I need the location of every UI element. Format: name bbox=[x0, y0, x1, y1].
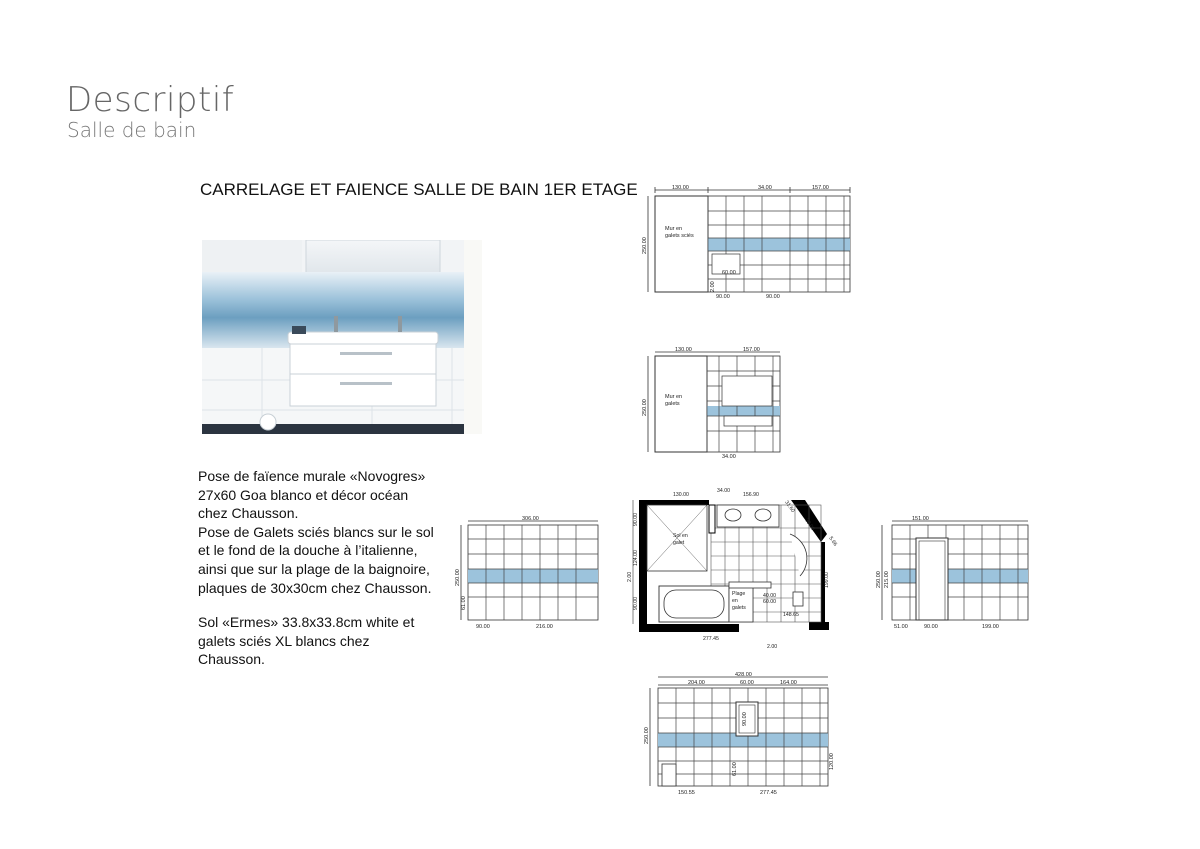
dim-label: 216.00 bbox=[536, 624, 553, 630]
desc-line: galets sciés XL blancs chez Chausson. bbox=[198, 632, 370, 668]
elevation-b bbox=[640, 344, 790, 464]
desc-line: Sol «Ermes» 33.8x33.8cm white et bbox=[198, 614, 415, 631]
dim-label: 199.00 bbox=[824, 572, 830, 588]
elevation-a bbox=[640, 182, 860, 302]
desc-line: 27x60 Goa blanco et décor océan bbox=[198, 486, 409, 503]
desc-line: Pose de faïence murale «Novogres» bbox=[198, 468, 426, 484]
dim-label: 61.00 bbox=[461, 596, 467, 610]
room-label: en bbox=[732, 598, 738, 604]
room-label: galet bbox=[673, 540, 685, 546]
dim-label: 61.00 bbox=[732, 762, 738, 776]
section-heading: CARRELAGE ET FAIENCE SALLE DE BAIN 1ER ETAGE bbox=[200, 180, 638, 199]
dim-label: 60.00 bbox=[740, 680, 754, 686]
dim-label: 34.00 bbox=[758, 185, 772, 191]
dim-label: 204.00 bbox=[688, 680, 705, 686]
desc-line: chez Chausson. bbox=[198, 505, 299, 522]
dim-label: 90.00 bbox=[924, 624, 938, 630]
dim-label: 90.00 bbox=[716, 294, 730, 300]
description-text bbox=[198, 467, 438, 669]
dim-label: 157.00 bbox=[743, 347, 760, 353]
dim-label: 277.45 bbox=[703, 636, 719, 642]
dim-label: 124.00 bbox=[633, 550, 639, 566]
dim-label: 250.00 bbox=[642, 237, 648, 254]
room-label: Plage bbox=[732, 591, 746, 597]
dim-label: 306.00 bbox=[522, 516, 539, 522]
dim-label: 120.00 bbox=[829, 753, 835, 770]
dim-label: 151.00 bbox=[912, 516, 929, 522]
desc-line: Pose de Galets sciés blancs sur le sol bbox=[198, 523, 434, 540]
dim-label: 2.00 bbox=[710, 281, 716, 292]
wall-label: galets sciés bbox=[665, 233, 694, 239]
bathroom-photo bbox=[202, 240, 482, 434]
dim-label: 164.00 bbox=[780, 680, 797, 686]
elevation-d bbox=[872, 512, 1042, 634]
dim-label: 51.00 bbox=[894, 624, 908, 630]
dim-label: 250.00 bbox=[876, 571, 882, 588]
dim-label: 34.00 bbox=[717, 488, 730, 494]
dim-label: 428.00 bbox=[735, 672, 752, 678]
page-subtitle: Salle de bain bbox=[67, 118, 197, 142]
dim-label: 30.00 bbox=[803, 517, 816, 532]
desc-line: ainsi que sur la plage de la baignoire, bbox=[198, 560, 430, 577]
floor-plan bbox=[625, 484, 850, 654]
dim-label: 277.45 bbox=[760, 790, 777, 796]
dim-label: 31.60 bbox=[783, 499, 796, 514]
dim-label: 90.00 bbox=[633, 513, 639, 526]
wall-label: Mur en bbox=[665, 226, 683, 232]
elevation-c bbox=[452, 512, 612, 634]
dim-label: 90.00 bbox=[476, 624, 490, 630]
dim-label: 5.66 bbox=[827, 535, 839, 548]
dim-label: 130.00 bbox=[672, 185, 689, 191]
room-label: Sol en bbox=[673, 533, 688, 539]
elevation-e bbox=[640, 668, 850, 798]
dim-label: 60.00 bbox=[763, 599, 776, 605]
dim-label: 34.00 bbox=[722, 454, 736, 460]
dim-label: 250.00 bbox=[455, 569, 461, 586]
dim-label: 60.00 bbox=[722, 270, 736, 276]
dim-label: 150.55 bbox=[678, 790, 695, 796]
room-label: galets bbox=[732, 605, 746, 611]
wall-label: Mur en bbox=[665, 394, 683, 400]
page-title: Descriptif bbox=[66, 80, 235, 120]
wall-label: galets bbox=[665, 401, 680, 407]
dim-label: 90.00 bbox=[766, 294, 780, 300]
dim-label: 250.00 bbox=[644, 727, 650, 744]
dim-label: 90.00 bbox=[633, 597, 639, 610]
dim-label: 2.00 bbox=[767, 644, 778, 650]
dim-label: 130.00 bbox=[673, 492, 689, 498]
dim-label: 250.00 bbox=[642, 399, 648, 416]
dim-label: 130.00 bbox=[675, 347, 692, 353]
desc-line: et le fond de la douche à l’italienne, bbox=[198, 542, 418, 559]
dim-label: 40.00 bbox=[763, 593, 776, 599]
dim-label: 90.00 bbox=[742, 712, 748, 726]
dim-label: 157.00 bbox=[812, 185, 829, 191]
dim-label: 148.65 bbox=[783, 612, 799, 618]
dim-label: 156.90 bbox=[743, 492, 759, 498]
dim-label: 2.00 bbox=[627, 571, 633, 582]
desc-line: plaques de 30x30cm chez Chausson. bbox=[198, 579, 432, 596]
dim-label: 199.00 bbox=[982, 624, 999, 630]
dim-label: 215.00 bbox=[884, 571, 890, 588]
